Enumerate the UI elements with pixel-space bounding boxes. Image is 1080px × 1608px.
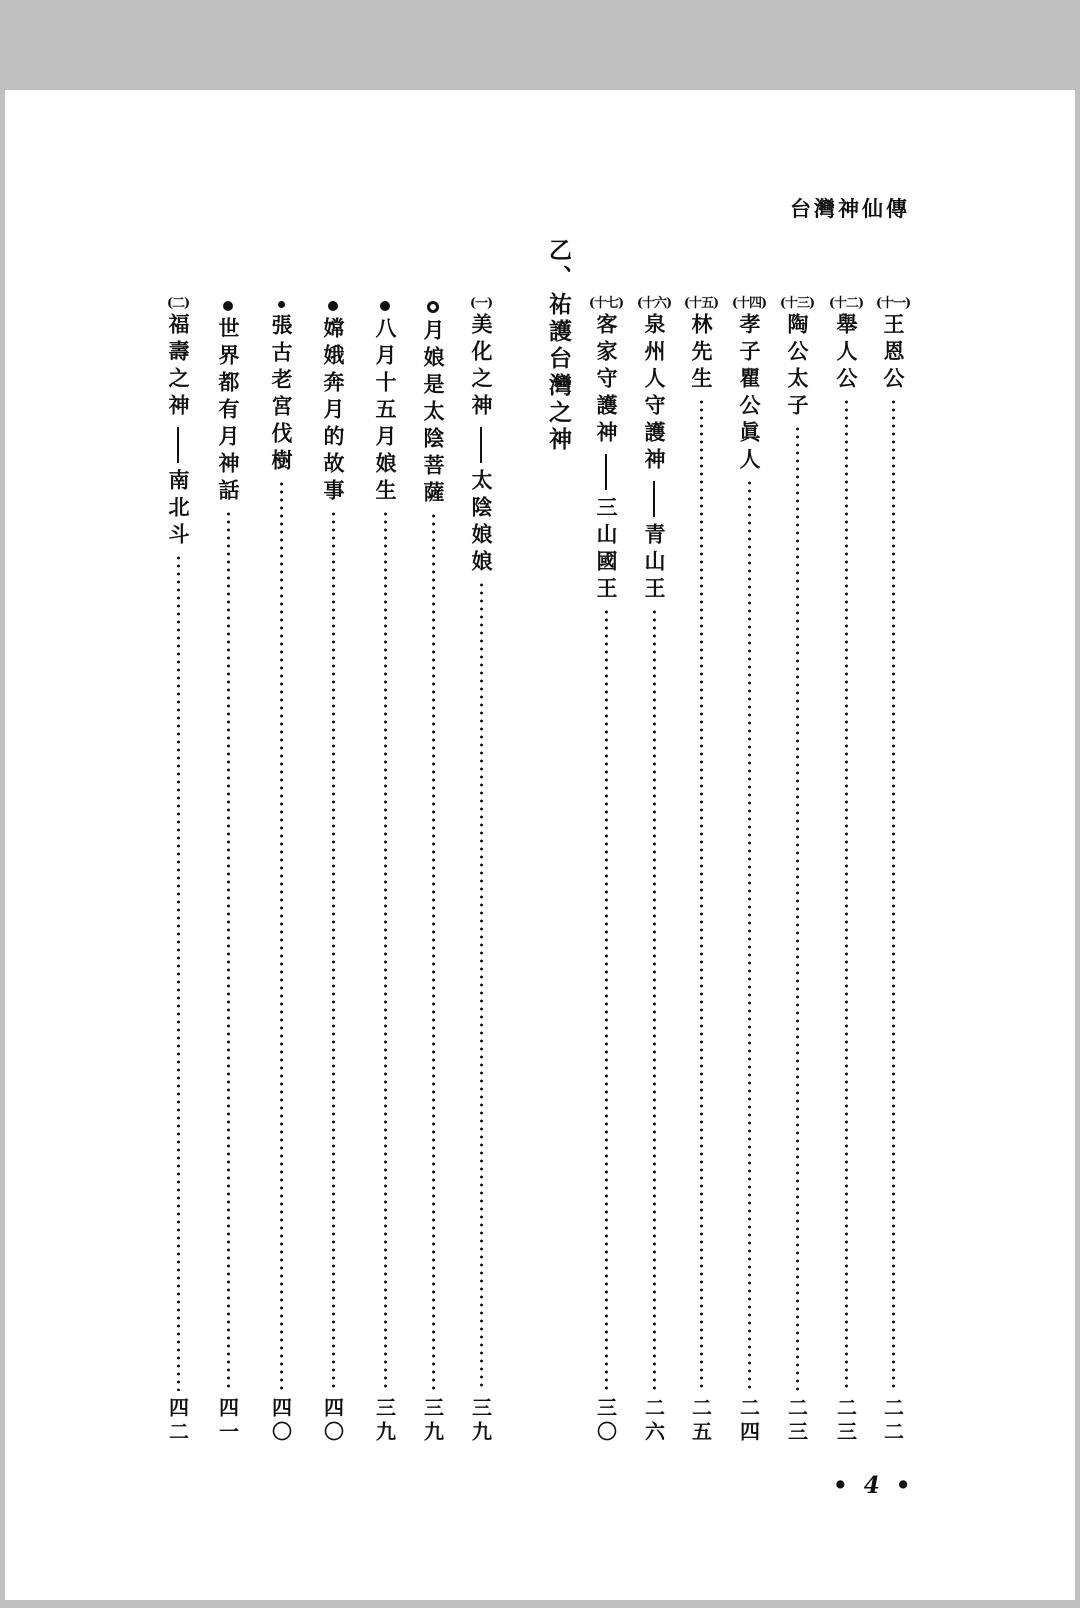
entry-title: 張古老宮伐樹 (269, 314, 294, 476)
entry-page-number: 四二 (165, 1397, 190, 1445)
entry-page-number: 三〇 (593, 1397, 618, 1445)
dot-leader (432, 512, 435, 1391)
toc-entry[interactable] (415, 297, 451, 1445)
dot-leader (605, 608, 608, 1391)
em-dash (653, 481, 655, 517)
entry-page-number: 二四 (736, 1397, 761, 1445)
entry-marker: (二) (166, 296, 190, 311)
bullet-icon (328, 301, 338, 311)
entry-subtitle: 三山國王 (594, 496, 619, 604)
entry-subtitle: 青山王 (642, 523, 667, 604)
entry-title: 舉人公 (834, 313, 859, 394)
entry-page-number: 四〇 (268, 1397, 293, 1445)
toc-entry[interactable] (779, 297, 815, 1445)
dot-leader (177, 554, 180, 1391)
bullet-icon (380, 301, 390, 311)
book-page (5, 90, 1075, 1600)
entry-subtitle: 太陰娘娘 (469, 469, 494, 577)
toc-entry[interactable] (875, 297, 911, 1445)
entry-title: 月娘是太陰菩薩 (421, 319, 446, 508)
dot-leader (280, 480, 283, 1391)
toc-entry[interactable] (315, 297, 351, 1445)
bullet-icon (223, 301, 233, 311)
toc-entry[interactable] (367, 297, 403, 1445)
entry-page-number: 二五 (688, 1397, 713, 1445)
entry-page-number: 二二 (880, 1397, 905, 1445)
entry-marker: (十四) (731, 296, 767, 311)
entry-title: 八月十五月娘生 (373, 317, 398, 506)
toc-entry[interactable] (683, 297, 719, 1445)
entry-page-number: 二三 (784, 1397, 809, 1445)
toc-entry[interactable] (828, 297, 864, 1445)
dot-leader (748, 479, 751, 1391)
entry-title: 福壽之神 (166, 313, 191, 421)
entry-page-number: 二三 (833, 1397, 858, 1445)
entry-marker: (十三) (779, 296, 815, 311)
toc-entry[interactable] (636, 297, 672, 1445)
entry-title: 世界都有月神話 (216, 317, 241, 506)
dot-leader (384, 510, 387, 1391)
dot-leader (480, 581, 483, 1391)
em-dash (177, 427, 179, 463)
entry-page-number: 二六 (641, 1397, 666, 1445)
entry-marker: (十五) (683, 296, 719, 311)
page-folio: • 4 • (833, 1472, 915, 1499)
entry-marker: (一) (469, 296, 493, 311)
entry-page-number: 四〇 (320, 1397, 345, 1445)
bullet-icon (427, 301, 439, 313)
toc-entry[interactable] (210, 297, 246, 1445)
toc-entry[interactable] (588, 297, 624, 1445)
entry-marker: (十二) (828, 296, 864, 311)
entry-title: 陶公太子 (785, 313, 810, 421)
dot-leader (653, 608, 656, 1391)
em-dash (480, 427, 482, 463)
toc-entry[interactable] (463, 297, 499, 1445)
dot-leader (227, 510, 230, 1391)
toc-entry[interactable] (731, 297, 767, 1445)
entry-title: 林先生 (689, 313, 714, 394)
entry-title: 泉州人守護神 (642, 313, 667, 475)
dot-leader (845, 398, 848, 1391)
entry-subtitle: 南北斗 (166, 469, 191, 550)
entry-page-number: 三九 (420, 1397, 445, 1445)
section-heading: 乙、祐護台灣之神 (545, 238, 572, 454)
dot-leader (892, 398, 895, 1391)
entry-page-number: 四一 (215, 1397, 240, 1445)
toc-entry[interactable] (160, 297, 196, 1445)
dot-leader (332, 510, 335, 1391)
entry-title: 客家守護神 (594, 313, 619, 448)
running-head: 台灣神仙傳 (790, 196, 910, 221)
dot-leader (796, 425, 799, 1391)
entry-page-number: 三九 (372, 1397, 397, 1445)
entry-title: 美化之神 (469, 313, 494, 421)
entry-title: 嫦娥奔月的故事 (321, 317, 346, 506)
entry-title: 王恩公 (881, 313, 906, 394)
entry-title: 孝子瞿公眞人 (737, 313, 762, 475)
entry-marker: (十七) (588, 296, 624, 311)
entry-marker: (十六) (636, 296, 672, 311)
dot-leader (700, 398, 703, 1391)
toc-entry[interactable] (263, 297, 299, 1445)
entry-marker: (十一) (875, 296, 911, 311)
bullet-icon (278, 301, 285, 308)
em-dash (605, 454, 607, 490)
entry-page-number: 三九 (468, 1397, 493, 1445)
